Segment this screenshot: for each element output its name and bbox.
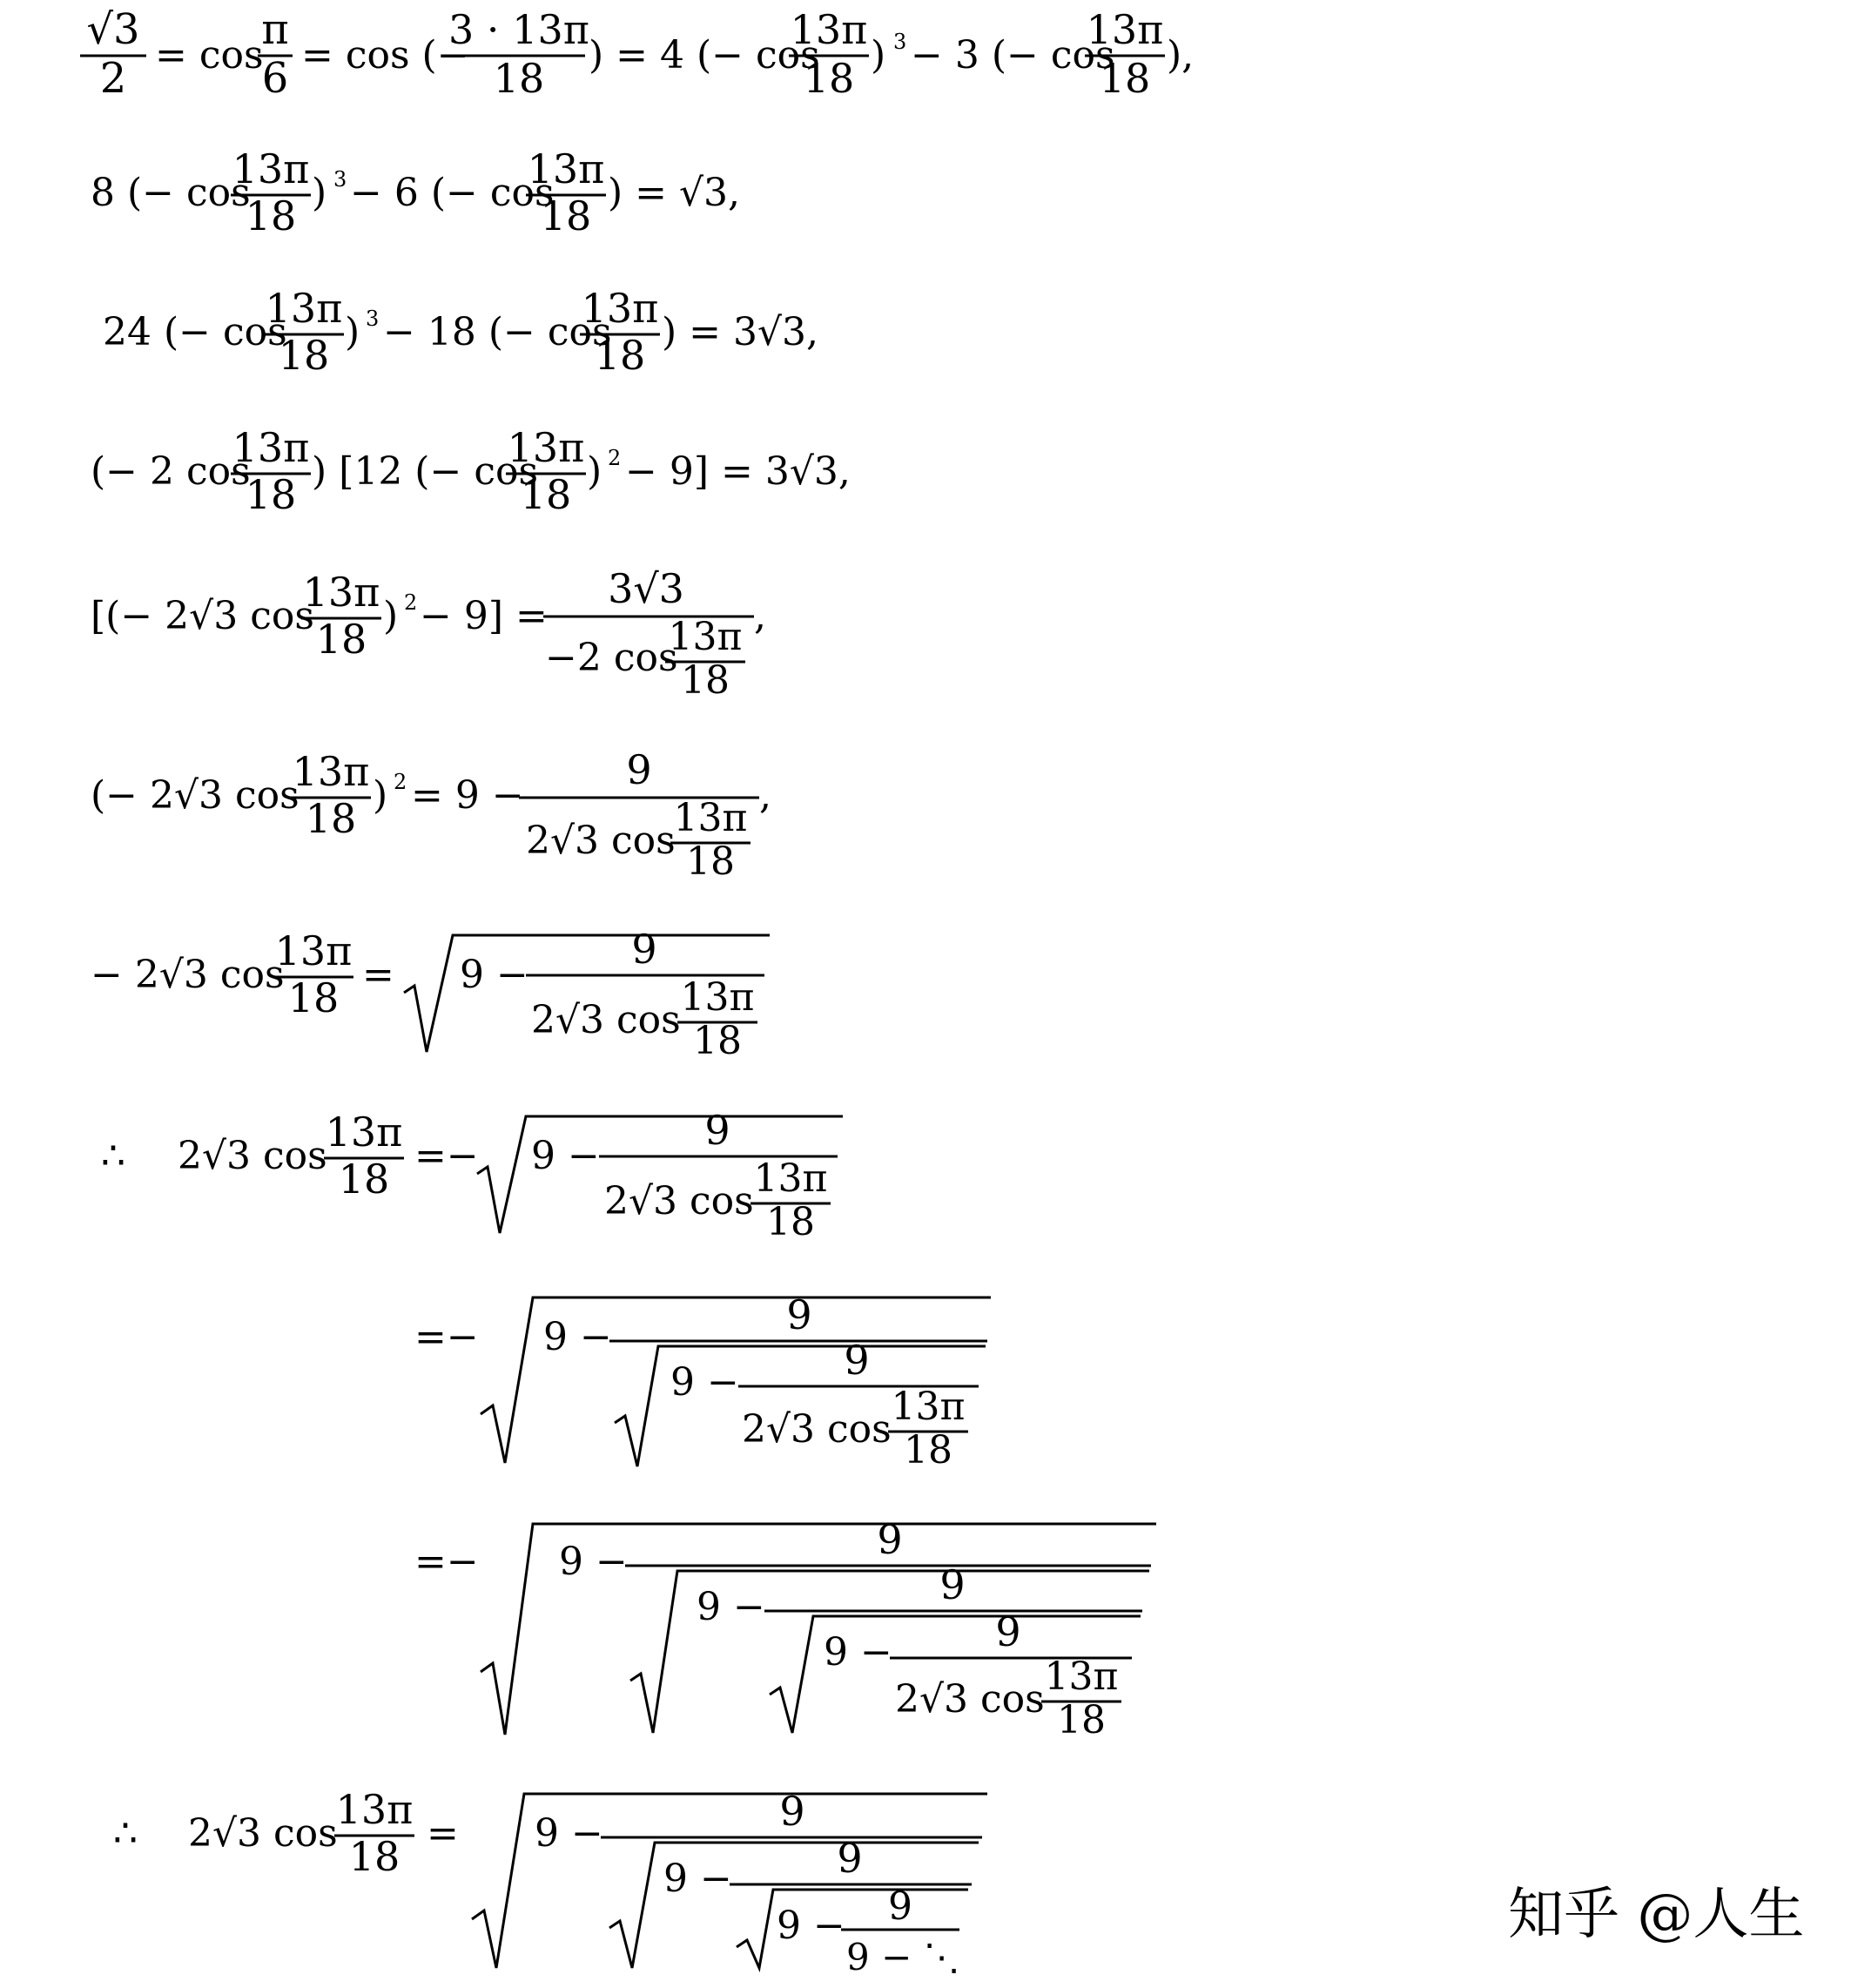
svg-text:9 −: 9 − — [670, 1360, 739, 1405]
svg-text:13π: 13π — [680, 975, 755, 1020]
equation-step-7 — [91, 926, 770, 1063]
svg-text:− 9] = 3√3,: − 9] = 3√3, — [625, 449, 851, 494]
svg-text:13π: 13π — [292, 748, 370, 795]
svg-text:13π: 13π — [891, 1385, 966, 1429]
svg-text:=−: =− — [414, 1315, 479, 1359]
svg-text:13π: 13π — [325, 1109, 403, 1156]
svg-text:): ) — [871, 33, 886, 77]
watermark-text: 知乎 @人生 — [1508, 1883, 1805, 1947]
svg-text:18: 18 — [766, 1200, 815, 1244]
svg-text:24 (− cos: 24 (− cos — [103, 310, 287, 354]
svg-text:9 −: 9 − — [663, 1857, 732, 1901]
svg-text:,: , — [759, 773, 771, 818]
svg-text:π: π — [261, 5, 289, 54]
svg-text:2: 2 — [404, 590, 418, 615]
svg-text:) = 3√3,: ) = 3√3, — [662, 310, 819, 354]
svg-text:∴: ∴ — [101, 1134, 125, 1178]
svg-text:− 2√3 cos: − 2√3 cos — [91, 953, 285, 997]
equation-step-1 — [80, 5, 1194, 103]
svg-text:13π: 13π — [232, 145, 310, 192]
svg-text:18: 18 — [278, 332, 330, 379]
svg-text:13π: 13π — [265, 285, 343, 332]
svg-text:13π: 13π — [753, 1156, 828, 1201]
svg-text:18: 18 — [594, 332, 646, 379]
svg-text:18: 18 — [287, 974, 340, 1021]
svg-text:2√3 cos: 2√3 cos — [526, 819, 676, 863]
svg-text:18: 18 — [1099, 55, 1151, 102]
svg-text:3√3: 3√3 — [608, 565, 684, 612]
svg-text:13π: 13π — [1086, 6, 1164, 53]
svg-text:9 −: 9 − — [531, 1134, 600, 1178]
svg-text:= 9 −: = 9 − — [411, 773, 524, 818]
svg-text:18: 18 — [305, 795, 357, 842]
svg-text:9: 9 — [995, 1608, 1021, 1655]
svg-text:) = √3,: ) = √3, — [608, 171, 741, 215]
equation-step-8 — [101, 1107, 843, 1244]
svg-text:) [12 (− cos: ) [12 (− cos — [312, 449, 539, 494]
svg-text:=−: =− — [414, 1540, 479, 1584]
svg-text:2√3 cos: 2√3 cos — [742, 1407, 892, 1452]
svg-text:): ) — [345, 310, 360, 354]
svg-text:): ) — [587, 449, 602, 494]
svg-text:(− 2 cos: (− 2 cos — [91, 449, 251, 494]
equation-step-6 — [91, 746, 771, 884]
svg-text:−2 cos: −2 cos — [545, 636, 678, 680]
svg-text:18: 18 — [904, 1428, 952, 1472]
svg-text:=: = — [427, 1811, 459, 1856]
svg-text:2√3 cos: 2√3 cos — [895, 1677, 1045, 1722]
svg-text:∴: ∴ — [113, 1811, 138, 1856]
svg-text:2: 2 — [608, 446, 622, 470]
svg-text:2√3 cos: 2√3 cos — [188, 1811, 338, 1856]
svg-text:√3: √3 — [86, 5, 140, 54]
svg-text:18: 18 — [686, 839, 735, 884]
svg-text:13π: 13π — [581, 285, 659, 332]
svg-text:18: 18 — [693, 1019, 742, 1063]
svg-text:18: 18 — [245, 192, 297, 239]
svg-text:− 18 (− cos: − 18 (− cos — [383, 310, 612, 354]
svg-text:2√3 cos: 2√3 cos — [178, 1134, 327, 1178]
svg-text:8 (− cos: 8 (− cos — [91, 171, 251, 215]
svg-text:9 −: 9 − — [824, 1630, 892, 1675]
svg-text:13π: 13π — [274, 927, 353, 974]
svg-text:13π: 13π — [668, 615, 743, 659]
svg-text:18: 18 — [338, 1156, 390, 1203]
equation-step-11 — [113, 1786, 987, 1978]
equation-step-3 — [103, 285, 818, 379]
svg-text:18: 18 — [1057, 1698, 1106, 1742]
svg-text:13π: 13π — [335, 1786, 414, 1833]
equation-step-9 — [414, 1291, 991, 1472]
svg-text:18: 18 — [681, 658, 730, 703]
svg-text:− 6 (− cos: − 6 (− cos — [350, 171, 555, 215]
equation-step-4 — [91, 424, 851, 518]
svg-text:9 −: 9 − — [535, 1811, 603, 1856]
svg-text:9 −: 9 − — [697, 1585, 765, 1629]
equation-step-5 — [91, 565, 766, 703]
svg-text:18: 18 — [803, 55, 855, 102]
svg-text:9 −: 9 − — [559, 1540, 628, 1584]
svg-text:18: 18 — [348, 1833, 400, 1880]
svg-text:9: 9 — [888, 1884, 912, 1929]
svg-text:2: 2 — [99, 54, 127, 103]
svg-text:): ) — [373, 773, 388, 818]
equation-step-10 — [414, 1516, 1156, 1742]
svg-text:13π: 13π — [790, 6, 868, 53]
svg-text:= cos (−: = cos (− — [301, 33, 469, 77]
svg-text:) = 4 (− cos: ) = 4 (− cos — [589, 33, 820, 77]
svg-text:9 −: 9 − — [777, 1904, 845, 1948]
svg-text:=−: =− — [414, 1134, 479, 1178]
svg-text:= cos: = cos — [155, 33, 264, 77]
svg-text:3: 3 — [333, 167, 347, 192]
svg-text:,: , — [754, 594, 766, 638]
svg-text:18: 18 — [493, 55, 545, 102]
svg-text:13π: 13π — [507, 424, 585, 471]
svg-text:13π: 13π — [1044, 1654, 1119, 1699]
svg-text:=: = — [362, 953, 394, 997]
svg-text:),: ), — [1167, 33, 1195, 77]
svg-text:18: 18 — [315, 616, 367, 663]
svg-text:2√3 cos: 2√3 cos — [604, 1179, 754, 1223]
svg-text:(− 2√3 cos: (− 2√3 cos — [91, 773, 300, 818]
svg-text:9 −: 9 − — [543, 1315, 612, 1359]
svg-text:18: 18 — [520, 471, 572, 518]
svg-text:2√3 cos: 2√3 cos — [531, 998, 681, 1042]
svg-text:9 −: 9 − — [460, 953, 528, 997]
svg-text:9: 9 — [844, 1337, 870, 1384]
svg-text:18: 18 — [245, 471, 297, 518]
svg-text:2: 2 — [394, 770, 407, 794]
svg-text:3: 3 — [366, 307, 380, 331]
svg-text:9: 9 — [877, 1516, 903, 1563]
svg-text:13π: 13π — [232, 424, 310, 471]
svg-text:): ) — [383, 594, 399, 638]
svg-text:− 9] =: − 9] = — [420, 594, 548, 638]
svg-text:6: 6 — [261, 54, 289, 103]
svg-text:[(− 2√3 cos: [(− 2√3 cos — [91, 594, 314, 638]
svg-text:9: 9 — [939, 1561, 966, 1608]
svg-text:13π: 13π — [527, 145, 605, 192]
svg-text:9: 9 — [786, 1291, 812, 1338]
svg-text:9: 9 — [837, 1835, 863, 1882]
svg-text:− 3 (− cos: − 3 (− cos — [911, 33, 1115, 77]
svg-text:9 − ⋱: 9 − ⋱ — [846, 1936, 960, 1978]
svg-text:3 · 13π: 3 · 13π — [448, 6, 589, 53]
svg-text:9: 9 — [626, 746, 652, 793]
svg-text:3: 3 — [893, 30, 907, 54]
svg-text:): ) — [312, 171, 327, 215]
svg-text:13π: 13π — [673, 796, 748, 840]
svg-text:13π: 13π — [302, 569, 380, 616]
svg-text:9: 9 — [631, 926, 657, 973]
svg-text:9: 9 — [704, 1107, 730, 1154]
svg-text:18: 18 — [540, 192, 592, 239]
equation-step-2 — [91, 145, 740, 239]
svg-text:9: 9 — [779, 1788, 805, 1835]
